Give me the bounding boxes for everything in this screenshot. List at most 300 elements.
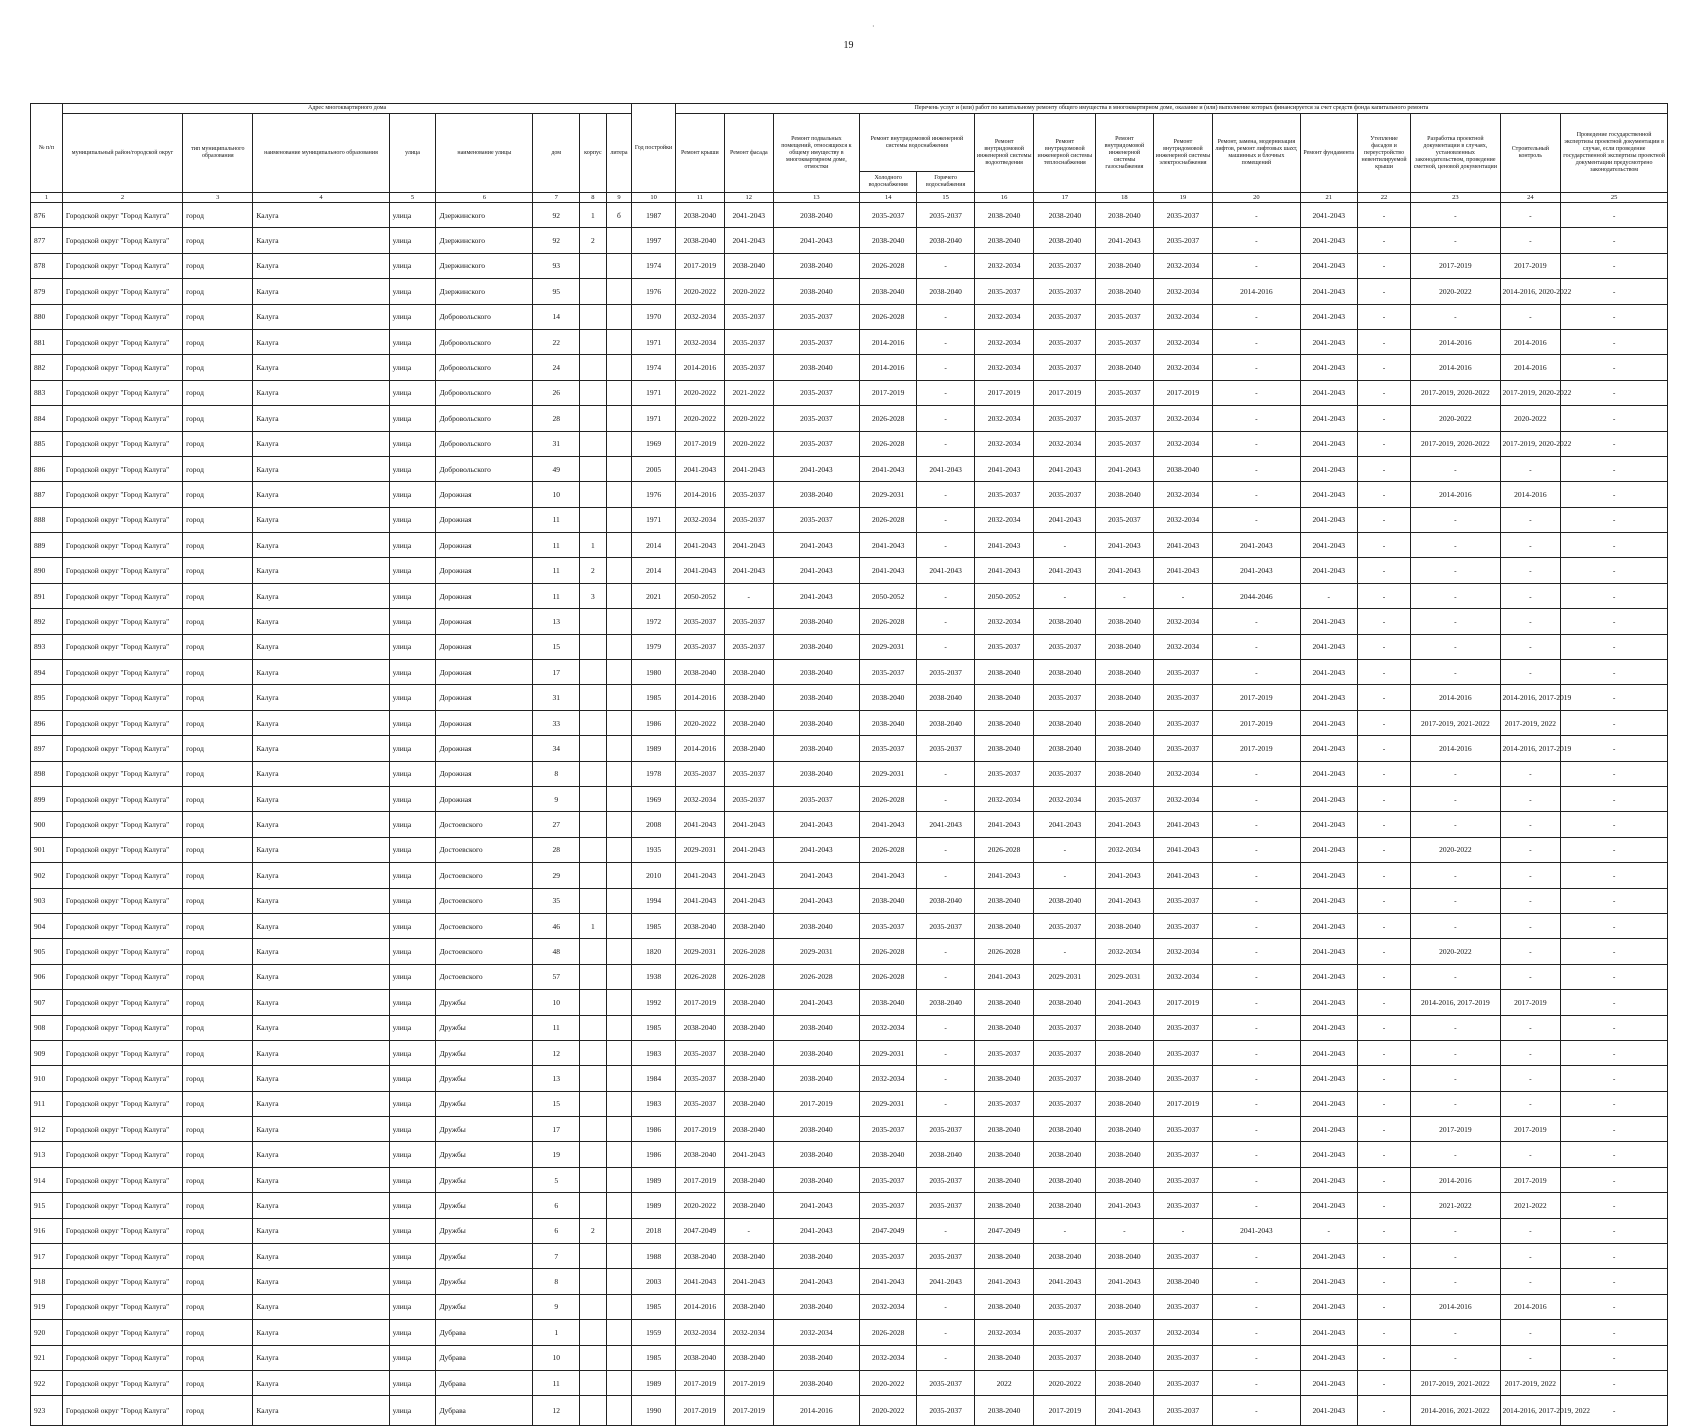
- table-cell: 2038-2040: [773, 1345, 859, 1370]
- table-cell: -: [1411, 888, 1500, 913]
- table-cell: 2038-2040: [1096, 1244, 1153, 1269]
- table-cell: 2035-2037: [773, 380, 859, 405]
- table-cell: -: [917, 1040, 974, 1065]
- table-cell: Городской округ "Город Калуга": [62, 279, 182, 304]
- table-cell: 2041-2043: [1300, 304, 1357, 329]
- table-cell: 57: [533, 964, 580, 989]
- column-number: 13: [773, 193, 859, 203]
- table-cell: [606, 837, 632, 862]
- table-cell: -: [1561, 1370, 1668, 1395]
- table-cell: 2038-2040: [974, 1066, 1034, 1091]
- table-cell: -: [917, 431, 974, 456]
- table-cell: 1992: [632, 990, 676, 1015]
- table-cell: город: [183, 837, 253, 862]
- table-cell: -: [1561, 609, 1668, 634]
- table-cell: [580, 1040, 607, 1065]
- table-cell: 2035-2037: [1153, 1015, 1213, 1040]
- header-num: № п/п: [31, 104, 63, 193]
- table-cell: -: [1213, 863, 1300, 888]
- table-cell: Дорожная: [436, 482, 533, 507]
- table-cell: 2041-2043: [1096, 888, 1153, 913]
- table-cell: улица: [389, 1370, 436, 1395]
- table-cell: 2026-2028: [974, 939, 1034, 964]
- table-cell: 10: [533, 482, 580, 507]
- column-number: 21: [1300, 193, 1357, 203]
- table-cell: [606, 1294, 632, 1319]
- table-cell: [580, 609, 607, 634]
- table-cell: 1978: [632, 761, 676, 786]
- table-cell: -: [1357, 533, 1410, 558]
- table-cell: -: [1357, 279, 1410, 304]
- table-cell: 2038-2040: [1096, 685, 1153, 710]
- table-cell: -: [1213, 1015, 1300, 1040]
- table-cell: 2035-2037: [974, 634, 1034, 659]
- table-cell: 906: [31, 964, 63, 989]
- table-cell: 2032-2034: [1153, 482, 1213, 507]
- table-cell: -: [917, 329, 974, 354]
- table-cell: 2035-2037: [917, 203, 974, 228]
- table-cell: город: [183, 863, 253, 888]
- table-cell: [606, 1345, 632, 1370]
- table-cell: 2038-2040: [773, 1117, 859, 1142]
- table-cell: 2041-2043: [675, 863, 724, 888]
- table-cell: Дружбы: [436, 1015, 533, 1040]
- table-cell: -: [1357, 380, 1410, 405]
- table-cell: Городской округ "Город Калуга": [62, 939, 182, 964]
- table-cell: улица: [389, 456, 436, 481]
- table-cell: 876: [31, 203, 63, 228]
- column-number: 2: [62, 193, 182, 203]
- table-cell: [580, 786, 607, 811]
- table-cell: [606, 304, 632, 329]
- table-cell: 31: [533, 431, 580, 456]
- table-cell: Дзержинского: [436, 253, 533, 278]
- table-cell: 2041-2043: [1096, 1193, 1153, 1218]
- table-cell: город: [183, 812, 253, 837]
- table-cell: город: [183, 685, 253, 710]
- table-cell: 2038-2040: [724, 1015, 773, 1040]
- table-cell: 2020-2022: [724, 406, 773, 431]
- table-cell: -: [1500, 761, 1561, 786]
- table-cell: 2038-2040: [1096, 1117, 1153, 1142]
- table-cell: Городской округ "Город Калуга": [62, 558, 182, 583]
- table-cell: улица: [389, 888, 436, 913]
- table-cell: -: [1500, 913, 1561, 938]
- table-cell: -: [1357, 1142, 1410, 1167]
- table-cell: Калуга: [253, 1193, 389, 1218]
- table-cell: 2038-2040: [724, 1066, 773, 1091]
- table-cell: -: [1357, 1117, 1410, 1142]
- table-cell: 2038-2040: [917, 685, 974, 710]
- table-cell: 2032-2034: [1153, 253, 1213, 278]
- table-cell: Городской округ "Город Калуга": [62, 634, 182, 659]
- table-cell: -: [1561, 558, 1668, 583]
- table-cell: 887: [31, 482, 63, 507]
- table-cell: 2038-2040: [1096, 736, 1153, 761]
- table-cell: улица: [389, 660, 436, 685]
- table-cell: 2038-2040: [1096, 1167, 1153, 1192]
- table-cell: 2035-2037: [1153, 228, 1213, 253]
- table-cell: Добровольского: [436, 431, 533, 456]
- table-cell: [580, 837, 607, 862]
- table-cell: 916: [31, 1218, 63, 1243]
- table-cell: 890: [31, 558, 63, 583]
- table-cell: 2038-2040: [1096, 1040, 1153, 1065]
- table-cell: 1979: [632, 634, 676, 659]
- table-cell: Дорожная: [436, 609, 533, 634]
- table-cell: 2032-2034: [1153, 431, 1213, 456]
- table-cell: -: [1357, 1091, 1410, 1116]
- table-cell: 1976: [632, 482, 676, 507]
- table-cell: 2014-2016, 2021-2022: [1411, 1396, 1500, 1426]
- table-cell: [580, 1167, 607, 1192]
- table-cell: 2038-2040: [724, 710, 773, 735]
- table-cell: [580, 1142, 607, 1167]
- table-cell: -: [917, 964, 974, 989]
- table-cell: 2041-2043: [1300, 1396, 1357, 1426]
- table-cell: 5: [533, 1167, 580, 1192]
- table-cell: 1985: [632, 685, 676, 710]
- table-cell: Дзержинского: [436, 203, 533, 228]
- table-cell: -: [1500, 1218, 1561, 1243]
- table-cell: 1935: [632, 837, 676, 862]
- table-cell: 2035-2037: [1153, 1370, 1213, 1395]
- table-cell: 2032-2034: [974, 1320, 1034, 1345]
- table-cell: 2041-2043: [974, 812, 1034, 837]
- table-cell: [580, 1015, 607, 1040]
- table-cell: -: [1357, 203, 1410, 228]
- header-cold-water: Холодного водоснабжения: [859, 172, 916, 193]
- table-cell: 2041-2043: [1300, 660, 1357, 685]
- table-cell: 2038-2040: [675, 1244, 724, 1269]
- table-cell: 2035-2037: [1034, 1091, 1096, 1116]
- table-cell: город: [183, 431, 253, 456]
- table-cell: 2017-2019, 2021-2022: [1411, 1370, 1500, 1395]
- table-cell: 2038-2040: [1153, 456, 1213, 481]
- table-cell: Калуга: [253, 1142, 389, 1167]
- table-cell: Дружбы: [436, 1040, 533, 1065]
- table-cell: 1987: [632, 203, 676, 228]
- table-cell: 2038-2040: [974, 1142, 1034, 1167]
- table-cell: 2041-2043: [1096, 812, 1153, 837]
- table-cell: 2041-2043: [675, 1269, 724, 1294]
- table-row: [31, 406, 1668, 431]
- table-cell: 2038-2040: [1096, 355, 1153, 380]
- table-cell: 2035-2037: [1096, 1320, 1153, 1345]
- table-cell: 2032-2034: [1153, 939, 1213, 964]
- table-cell: -: [1153, 583, 1213, 608]
- table-cell: -: [1561, 406, 1668, 431]
- table-cell: Городской округ "Город Калуга": [62, 583, 182, 608]
- table-cell: 2014-2016: [1411, 355, 1500, 380]
- column-number: 15: [917, 193, 974, 203]
- table-cell: -: [1561, 533, 1668, 558]
- table-cell: 2035-2037: [974, 1040, 1034, 1065]
- table-cell: -: [1357, 1269, 1410, 1294]
- table-cell: -: [1561, 203, 1668, 228]
- table-cell: город: [183, 1244, 253, 1269]
- header-year: Год постройки: [632, 104, 676, 193]
- table-cell: Городской округ "Город Калуга": [62, 812, 182, 837]
- table-row: [31, 1117, 1668, 1142]
- table-cell: -: [1561, 710, 1668, 735]
- table-cell: улица: [389, 837, 436, 862]
- table-cell: 2029-2031: [859, 1040, 916, 1065]
- table-cell: [606, 1370, 632, 1395]
- table-cell: 1971: [632, 380, 676, 405]
- table-cell: Дзержинского: [436, 228, 533, 253]
- table-cell: 2017-2019: [675, 1370, 724, 1395]
- table-row: [31, 812, 1668, 837]
- table-cell: [580, 1269, 607, 1294]
- table-cell: 6: [533, 1218, 580, 1243]
- table-cell: 1938: [632, 964, 676, 989]
- table-cell: -: [1213, 761, 1300, 786]
- table-cell: 2041-2043: [1300, 863, 1357, 888]
- table-cell: город: [183, 1015, 253, 1040]
- table-cell: 2029-2031: [859, 482, 916, 507]
- table-cell: 2041-2043: [1300, 888, 1357, 913]
- table-cell: [580, 1091, 607, 1116]
- table-cell: 2035-2037: [1153, 710, 1213, 735]
- table-cell: -: [1357, 1345, 1410, 1370]
- table-cell: 2038-2040: [773, 1040, 859, 1065]
- table-cell: [606, 1269, 632, 1294]
- table-cell: улица: [389, 964, 436, 989]
- table-cell: 2005: [632, 456, 676, 481]
- table-cell: 2041-2043: [1153, 533, 1213, 558]
- table-cell: 2020-2022: [724, 279, 773, 304]
- table-cell: город: [183, 203, 253, 228]
- table-cell: -: [1561, 304, 1668, 329]
- table-cell: 883: [31, 380, 63, 405]
- table-cell: Калуга: [253, 228, 389, 253]
- table-cell: 1989: [632, 1167, 676, 1192]
- table-cell: 2014-2016: [675, 685, 724, 710]
- table-cell: -: [1500, 304, 1561, 329]
- table-cell: 2017-2019: [675, 1167, 724, 1192]
- table-cell: 2038-2040: [773, 1294, 859, 1319]
- table-cell: 917: [31, 1244, 63, 1269]
- table-cell: 2038-2040: [1096, 710, 1153, 735]
- table-row: [31, 1066, 1668, 1091]
- table-cell: [580, 1320, 607, 1345]
- table-cell: 2026-2028: [859, 431, 916, 456]
- table-cell: Городской округ "Город Калуга": [62, 964, 182, 989]
- table-cell: 2035-2037: [917, 1244, 974, 1269]
- table-cell: Добровольского: [436, 456, 533, 481]
- table-cell: 2041-2043: [724, 1142, 773, 1167]
- table-cell: город: [183, 329, 253, 354]
- table-row: [31, 431, 1668, 456]
- table-cell: [606, 964, 632, 989]
- table-cell: 2041-2043: [859, 1269, 916, 1294]
- table-cell: 2026-2028: [724, 939, 773, 964]
- table-cell: 2038-2040: [859, 1142, 916, 1167]
- table-cell: Дружбы: [436, 1218, 533, 1243]
- table-cell: 2026-2028: [859, 609, 916, 634]
- table-cell: 2041-2043: [859, 812, 916, 837]
- table-cell: 2032-2034: [1153, 1320, 1213, 1345]
- table-cell: 2041-2043: [1300, 812, 1357, 837]
- table-cell: Городской округ "Город Калуга": [62, 1370, 182, 1395]
- table-cell: 2032-2034: [859, 1294, 916, 1319]
- table-cell: 2029-2031: [675, 939, 724, 964]
- table-cell: Городской округ "Город Калуга": [62, 1167, 182, 1192]
- table-cell: -: [1561, 279, 1668, 304]
- table-cell: -: [1357, 837, 1410, 862]
- table-cell: 2041-2043: [773, 863, 859, 888]
- table-cell: -: [1213, 1040, 1300, 1065]
- header-muni-type: тип муниципального образования: [183, 114, 253, 193]
- table-cell: 2035-2037: [1034, 913, 1096, 938]
- table-cell: 2032-2034: [1153, 279, 1213, 304]
- table-cell: 2041-2043: [724, 533, 773, 558]
- table-cell: 2032-2034: [974, 507, 1034, 532]
- table-cell: 2032-2034: [974, 406, 1034, 431]
- table-cell: 909: [31, 1040, 63, 1065]
- table-cell: 2032-2034: [1096, 939, 1153, 964]
- table-cell: 2041-2043: [1300, 1040, 1357, 1065]
- table-cell: Городской округ "Город Калуга": [62, 329, 182, 354]
- table-cell: Калуга: [253, 558, 389, 583]
- table-cell: Дубрава: [436, 1370, 533, 1395]
- table-cell: 2041-2043: [1096, 1269, 1153, 1294]
- table-cell: 92: [533, 203, 580, 228]
- table-cell: 2038-2040: [773, 710, 859, 735]
- table-cell: 2035-2037: [917, 1167, 974, 1192]
- table-cell: [606, 507, 632, 532]
- table-cell: 2038-2040: [1096, 609, 1153, 634]
- table-row: [31, 1345, 1668, 1370]
- table-cell: 2035-2037: [1153, 203, 1213, 228]
- table-cell: 2035-2037: [773, 406, 859, 431]
- table-cell: 2041-2043: [773, 456, 859, 481]
- table-cell: 2038-2040: [917, 228, 974, 253]
- table-cell: -: [724, 1218, 773, 1243]
- table-cell: 2041-2043: [773, 228, 859, 253]
- table-cell: 2038-2040: [1034, 888, 1096, 913]
- table-cell: -: [1561, 431, 1668, 456]
- table-row: [31, 660, 1668, 685]
- table-cell: город: [183, 304, 253, 329]
- table-cell: 2014-2016: [1500, 1294, 1561, 1319]
- table-cell: -: [917, 863, 974, 888]
- table-cell: [580, 406, 607, 431]
- table-cell: 2035-2037: [1096, 380, 1153, 405]
- table-cell: -: [1357, 736, 1410, 761]
- table-cell: [580, 380, 607, 405]
- table-cell: 1970: [632, 304, 676, 329]
- table-cell: 2041-2043: [1300, 406, 1357, 431]
- table-cell: -: [1357, 1193, 1410, 1218]
- table-cell: -: [1357, 304, 1410, 329]
- table-row: [31, 1396, 1668, 1426]
- table-cell: город: [183, 380, 253, 405]
- table-cell: 2041-2043: [724, 812, 773, 837]
- table-row: [31, 990, 1668, 1015]
- table-cell: 2035-2037: [917, 1396, 974, 1426]
- table-cell: 881: [31, 329, 63, 354]
- table-cell: 2: [580, 228, 607, 253]
- table-cell: 12: [533, 1396, 580, 1426]
- table-cell: Достоевского: [436, 939, 533, 964]
- table-cell: 2035-2037: [1153, 685, 1213, 710]
- table-cell: Дружбы: [436, 1117, 533, 1142]
- table-cell: 919: [31, 1294, 63, 1319]
- table-cell: 2014-2016: [675, 1294, 724, 1319]
- table-cell: 2041-2043: [1213, 1218, 1300, 1243]
- table-cell: -: [917, 1320, 974, 1345]
- table-cell: 1: [580, 913, 607, 938]
- table-cell: 2041-2043: [724, 863, 773, 888]
- table-cell: -: [1500, 1040, 1561, 1065]
- table-cell: 2038-2040: [1034, 1142, 1096, 1167]
- table-cell: Городской округ "Город Калуга": [62, 1345, 182, 1370]
- table-cell: -: [1357, 1396, 1410, 1426]
- table-cell: улица: [389, 939, 436, 964]
- table-cell: 2018: [632, 1218, 676, 1243]
- table-cell: 2041-2043: [773, 558, 859, 583]
- table-cell: [580, 355, 607, 380]
- table-cell: 884: [31, 406, 63, 431]
- table-cell: -: [1357, 761, 1410, 786]
- table-cell: Дружбы: [436, 1167, 533, 1192]
- table-cell: 1989: [632, 736, 676, 761]
- table-cell: 918: [31, 1269, 63, 1294]
- table-cell: 2035-2037: [859, 1244, 916, 1269]
- table-cell: 1985: [632, 1015, 676, 1040]
- table-cell: -: [1213, 1320, 1300, 1345]
- table-row: [31, 1269, 1668, 1294]
- table-cell: [606, 329, 632, 354]
- table-cell: город: [183, 1320, 253, 1345]
- table-cell: 2017-2019: [1500, 990, 1561, 1015]
- table-cell: 8: [533, 1269, 580, 1294]
- table-cell: 2017-2019: [1034, 380, 1096, 405]
- table-cell: 2038-2040: [773, 634, 859, 659]
- table-cell: 28: [533, 406, 580, 431]
- table-cell: 2035-2037: [1034, 304, 1096, 329]
- table-cell: -: [1411, 761, 1500, 786]
- table-cell: 2041-2043: [859, 533, 916, 558]
- table-cell: 2038-2040: [1034, 990, 1096, 1015]
- column-number: 11: [675, 193, 724, 203]
- table-cell: -: [1357, 634, 1410, 659]
- table-cell: [606, 1244, 632, 1269]
- table-cell: 2041-2043: [1300, 964, 1357, 989]
- table-cell: -: [1500, 533, 1561, 558]
- table-cell: Дружбы: [436, 1142, 533, 1167]
- table-cell: 2035-2037: [859, 660, 916, 685]
- table-cell: город: [183, 710, 253, 735]
- table-cell: -: [1300, 583, 1357, 608]
- table-cell: -: [1213, 964, 1300, 989]
- table-cell: -: [1411, 913, 1500, 938]
- table-row: [31, 558, 1668, 583]
- table-cell: улица: [389, 380, 436, 405]
- table-cell: Городской округ "Город Калуга": [62, 660, 182, 685]
- table-cell: 2038-2040: [773, 1167, 859, 1192]
- table-cell: 11: [533, 533, 580, 558]
- table-cell: 2038-2040: [974, 685, 1034, 710]
- table-cell: 14: [533, 304, 580, 329]
- table-cell: 2047-2049: [675, 1218, 724, 1243]
- table-cell: -: [1034, 837, 1096, 862]
- table-cell: 2014-2016: [1213, 279, 1300, 304]
- table-cell: Калуга: [253, 329, 389, 354]
- table-cell: Дорожная: [436, 507, 533, 532]
